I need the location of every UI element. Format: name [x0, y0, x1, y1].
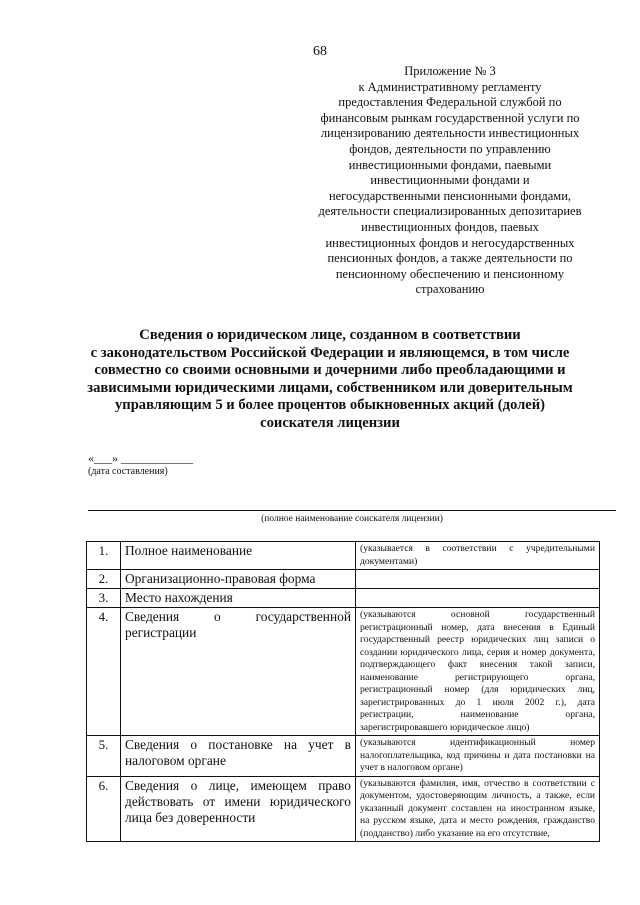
row-note: (указывается в соответствии с учредительными документами) [356, 542, 600, 570]
table-row [87, 542, 600, 570]
appendix-line: деятельности специализированных депозитариев [318, 204, 582, 219]
title-line: зависимыми юридическими лицами, собственником или доверительным [87, 379, 573, 396]
appendix-line: инвестиционных фондов и негосударственных [325, 235, 575, 250]
applicant-name-caption: (полное наименование соискателя лицензии) [261, 514, 443, 524]
title-line: Сведения о юридическом лице, созданном в соответствии [139, 327, 521, 343]
appendix-line: финансовым рынкам государственной услуги по [320, 110, 580, 125]
row-note: (указываются основной государственный регистрационный номер, дата внесения в Единый государственный реестр юридических лиц записи о создании юридического лица, серия и номер документа, подтверждающего факт внесения такой записи, наименование регистрирующего органа, регистрационный номер (для юридических лиц, зарегистрированных до 1 июля 2002 г.), дата регистрации, наименование органа, зарегистрировавшего юридическое лицо) [356, 608, 600, 736]
table-row [87, 570, 600, 589]
appendix-line: предоставления Федеральной службой по [338, 95, 562, 110]
table-row [87, 776, 600, 842]
row-label: Сведения о государственной регистрации [121, 608, 356, 736]
title-line: с законодательством Российской Федерации и являющемся, в том числе [90, 344, 570, 361]
applicant-name-line [88, 510, 616, 511]
row-note: (указываются идентификационный номер налогоплательщика, код причины и дата постановки на учет в налоговом органе) [356, 736, 600, 777]
row-note: (указываются фамилия, имя, отчество в соответствии с документом, удостоверяющим личность, а также, если указанный документ составлен на иностранном языке, на русском языке, дата и место рождения, гражданство (подданство) либо указание на его отсутствие, [356, 776, 600, 842]
appendix-line: инвестиционными фондами, паевыми [348, 157, 552, 172]
appendix-line: фондов, деятельности по управлению [349, 141, 551, 156]
appendix-line: пенсионных фондов, а также деятельности по [327, 251, 573, 266]
appendix-line: пенсионному обеспечению и пенсионному [335, 266, 565, 281]
row-number: 5. [87, 736, 121, 777]
appendix-line: Приложение № 3 [404, 64, 496, 78]
document-title [60, 327, 600, 433]
title-line: управляющим 5 и более процентов обыкновенных акций (долей) [114, 397, 546, 414]
date-caption: (дата составления) [88, 466, 168, 477]
appendix-line: инвестиционных фондов, паевых [361, 219, 539, 234]
appendix-line: страхованию [415, 282, 485, 297]
appendix-line: инвестиционными фондами и [370, 173, 530, 188]
row-number: 6. [87, 776, 121, 842]
table-row [87, 608, 600, 736]
date-field: «___» ____________ [88, 451, 193, 465]
row-label: Место нахождения [121, 589, 356, 608]
appendix-line: негосударственными пенсионными фондами, [328, 188, 572, 203]
title-line: соискателя лицензии [260, 414, 400, 431]
row-label: Полное наименование [121, 542, 356, 570]
appendix-line: лицензированию деятельности инвестиционных [320, 126, 580, 141]
table-row [87, 736, 600, 777]
row-label: Организационно-правовая форма [121, 570, 356, 589]
row-label: Сведения о лице, имеющем право действовать от имени юридического лица без доверенности [121, 776, 356, 842]
row-number: 4. [87, 608, 121, 736]
row-note [356, 570, 600, 589]
row-number: 3. [87, 589, 121, 608]
page-number: 68 [313, 44, 327, 59]
appendix-heading [290, 64, 610, 298]
appendix-line: к Административному регламенту [358, 79, 542, 94]
row-number: 2. [87, 570, 121, 589]
row-label: Сведения о постановке на учет в налоговом органе [121, 736, 356, 777]
table-row [87, 589, 600, 608]
info-table [86, 541, 600, 842]
row-note [356, 589, 600, 608]
row-number: 1. [87, 542, 121, 570]
title-line: совместно со своими основными и дочерними либо преобладающими и [94, 362, 566, 379]
